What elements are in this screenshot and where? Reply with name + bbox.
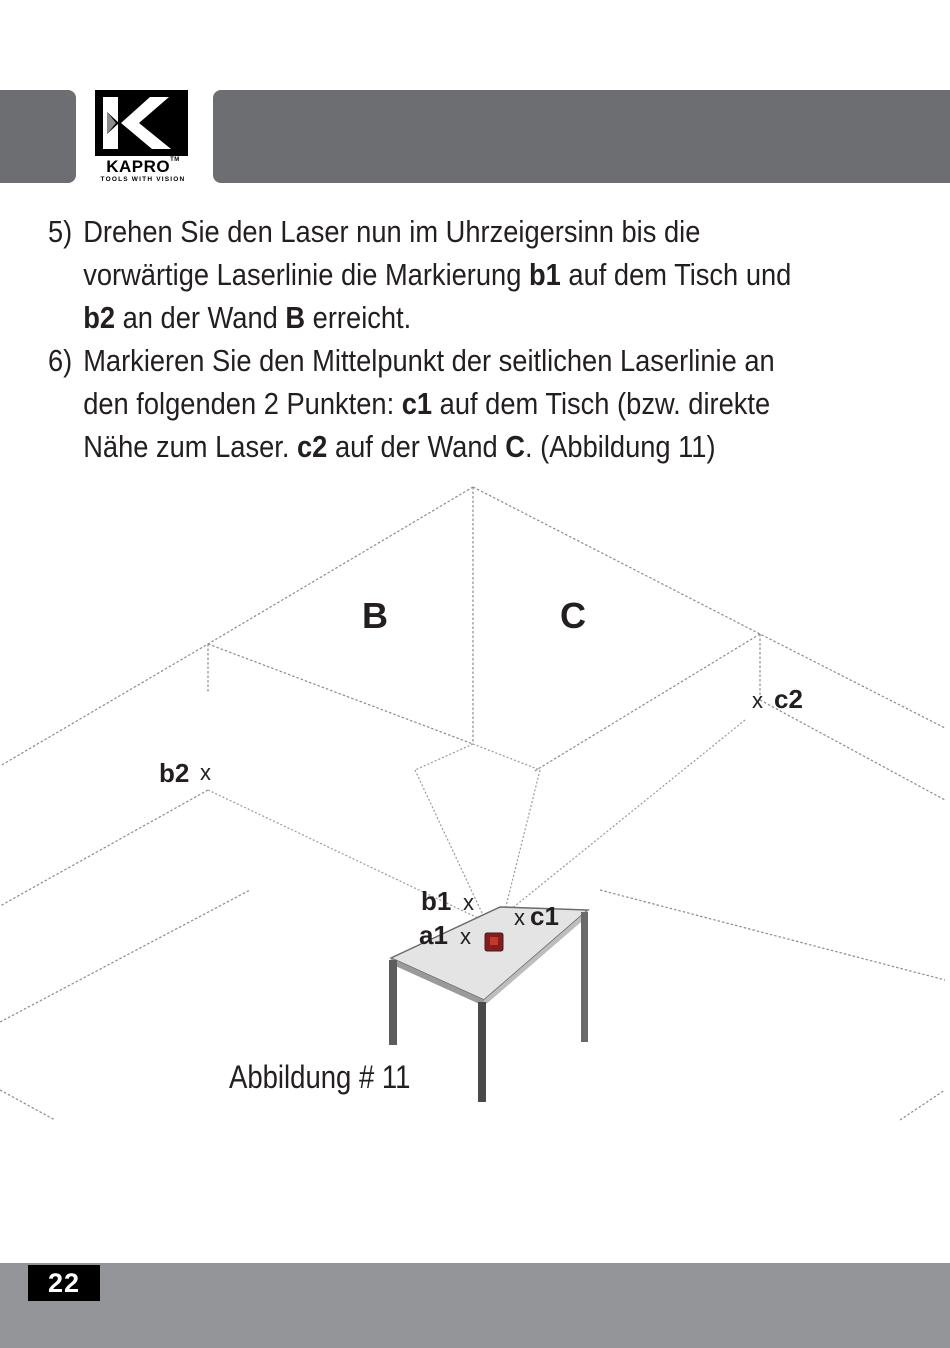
mark-a1-x: x — [460, 924, 471, 949]
wall-label-c: C — [560, 595, 586, 636]
wall-label-b: B — [362, 595, 388, 636]
brand-tagline: TOOLS WITH VISION — [100, 176, 186, 183]
step-text: auf dem Tisch und — [560, 257, 792, 292]
mark-b2-label: b2 — [159, 758, 190, 788]
header-bar-left — [0, 90, 76, 183]
header-bar-right — [213, 90, 950, 183]
step-mark-reference: C — [505, 429, 525, 464]
mark-b2-x: x — [200, 760, 211, 785]
mark-a1-label: a1 — [419, 920, 448, 950]
step-mark-reference: b1 — [528, 257, 561, 292]
mark-c1-x: x — [514, 905, 525, 930]
instruction-step — [48, 210, 822, 339]
mark-c2-label: c2 — [774, 684, 803, 714]
brand-name: KAPRO™ — [106, 157, 180, 176]
laser-device-icon — [485, 933, 503, 951]
instruction-list — [48, 210, 822, 468]
step-text: auf der Wand — [327, 429, 506, 464]
step-mark-reference: c2 — [297, 429, 328, 464]
room-wireframe — [0, 487, 945, 1120]
kapro-logo — [93, 90, 193, 184]
step-text: Drehen Sie den Laser nun im Uhrzeigersinn bis die vorwärtige Laserlinie die Markierung — [83, 214, 701, 292]
step-number: 5) — [48, 214, 73, 249]
figure-caption: Abbildung # 11 — [228, 1060, 411, 1096]
mark-b1-x: x — [463, 890, 474, 915]
footer-bar — [0, 1263, 950, 1348]
figure-11-diagram — [0, 470, 950, 1130]
mark-c1-label: c1 — [530, 901, 559, 931]
step-mark-reference: c1 — [401, 386, 433, 421]
page-number: 22 — [28, 1265, 100, 1301]
step-text: erreicht. — [305, 300, 412, 335]
step-text: Markieren Sie den Mittelpunkt der seitlichen Laserlinie an den folgenden 2 Punkten: — [83, 343, 775, 421]
mark-c2-x: x — [752, 688, 763, 713]
step-mark-reference: B — [285, 300, 306, 335]
instruction-step — [48, 339, 822, 468]
step-number: 6) — [48, 343, 73, 378]
mark-b1-label: b1 — [421, 886, 452, 916]
laser-beams — [208, 720, 745, 930]
kapro-k-emblem-icon — [95, 90, 188, 156]
step-text: . (Abbildung 11) — [524, 429, 716, 464]
step-text: an der Wand — [115, 300, 286, 335]
step-mark-reference: b2 — [83, 300, 116, 335]
step-text: auf dem Tisch (bzw. direkte Nähe zum Laser. — [83, 386, 771, 464]
